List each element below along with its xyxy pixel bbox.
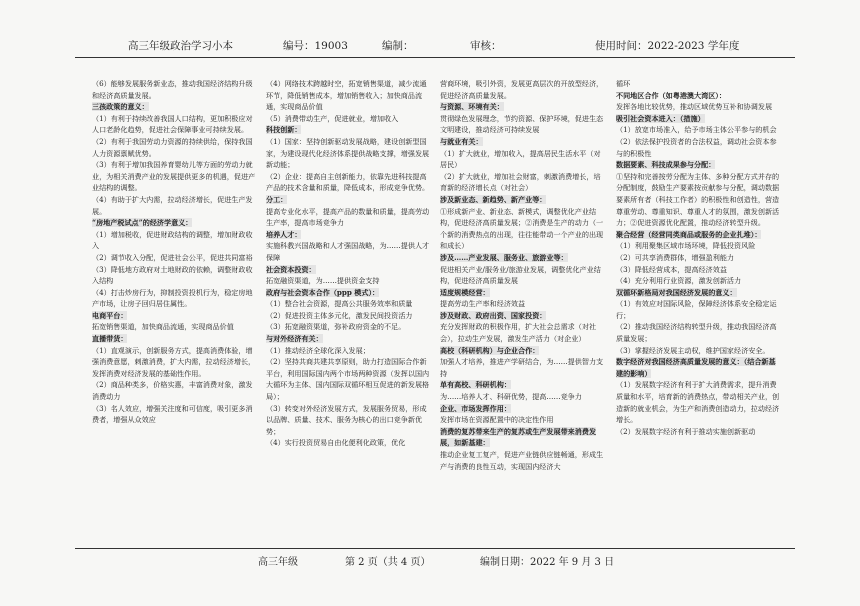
section-heading: 不同地区合作（如粤港澳大湾区）： [616, 90, 726, 100]
paragraph: （4）网络技术跨越时空，拓宽销售渠道，减少流通环节，降低销售成本，增加销售收入；加快商品流通，实现商品价值 [266, 79, 427, 112]
section-heading: 数据要素、科技成果参与分配： [616, 160, 716, 170]
content-columns [92, 78, 782, 546]
paragraph: （2）依法保护投资者的合法权益，调动社会资本参与的积极性 [616, 136, 777, 158]
paragraph: 循环 [616, 79, 631, 88]
reviewer-field: 审核： [470, 40, 502, 52]
paragraph: 发挥各地比较优势，推动区域优势互补和协调发展 [616, 102, 773, 112]
paragraph: （3）有利于增加我国养育婴幼儿等方面的劳动力就业，为相关消费产业的发展提供更多的机遇，促进产业结构的调整。 [92, 160, 256, 193]
paragraph: （4）实行投资贸易自由化便利化政策，优化 [266, 438, 406, 448]
paragraph: （2）商品种类多，价格实惠，丰富消费对象，激发消费动力 [92, 380, 253, 402]
column-3 [440, 78, 606, 546]
section-heading: 三孩政策的意义： [92, 102, 149, 112]
paragraph: 充分发挥财政的积极作用，扩大社会总需求（对社会），拉动生产发展，激发生产活力（对企业） [440, 322, 597, 344]
paragraph: （3）降低经营成本，提高经济效益 [616, 264, 727, 274]
paragraph: （2）坚持共商共建共享原则，助力打造国际合作新平台，利用国际国内两个市场两种资源（发挥以国内大循环为主体、国内国际双循环相互促进的新发展格局）； [266, 357, 430, 402]
paragraph: 贯彻绿色发展理念，节约资源、保护环境，促进生态文明建设，推动经济可持续发展 [440, 113, 604, 135]
paragraph: （3）转变对外经济发展方式，发展服务贸易，形成以品牌、质量、技术、服务为核心的出口竞争新优势； [266, 403, 427, 436]
section-heading: 与对外经济有关： [266, 334, 323, 344]
usage-period: 使用时间：2022-2023 学年度 [595, 40, 740, 52]
section-heading: 直播带货： [92, 334, 128, 344]
page-number: 第 2 页（共 4 页） [345, 557, 431, 568]
section-heading: 电商平台： [92, 310, 128, 320]
section-heading: 社会资本投资： [266, 264, 316, 274]
paragraph: （1）发展数字经济有利于扩大消费需求，提升消费质量和水平，培育新的消费热点，带动相关产业，创造新的就业机会，为生产和消费创造动力，拉动经济增长。 [616, 380, 780, 425]
paragraph: 发挥市场在资源配置中的决定性作用 [440, 415, 554, 425]
section-heading: 聚合经营（经营同类商品或服务的企业扎堆）： [616, 229, 762, 239]
paragraph: （6）能够发展服务新业态，推动我国经济结构升级和经济高质量发展。 [92, 79, 253, 100]
section-heading: 涉及新业态、新趋势、新产业等： [440, 194, 547, 204]
paragraph: 推动企业复工复产，促进产业链供应链畅通，形成生产与消费的良性互动，实现国内经济大 [440, 450, 604, 471]
section-heading: 高校（科研机构）与企业合作： [440, 345, 540, 355]
paragraph: （1）直观演示，创新服务方式，提高消费体验，增强消费意愿，刺激消费，扩大内需，拉动经济增长，发挥消费对经济发展的基础性作用。 [92, 345, 256, 378]
editor-field: 编制： [382, 40, 414, 52]
paragraph: （2）发展数字经济有利于推动实施创新驱动 [616, 426, 756, 436]
paragraph: （2）推动我国经济结构转型升级，推动我国经济高质量发展； [616, 322, 777, 344]
paragraph: （1）扩大就业，增加收入，提高居民生活水平（对居民） [440, 148, 601, 170]
section-heading: 数字经济对我国经济高质量发展的意义：（结合新基建的影响） [616, 357, 776, 378]
column-1 [92, 78, 258, 546]
paragraph: （1）增加税收，促进财政结构的调整，增加财政收入 [92, 229, 253, 251]
paragraph: 为……培养人才、科研优势，提高……竞争力 [440, 392, 582, 402]
paragraph: （1）利用聚集区域市场环境，降低投资风险 [616, 241, 756, 251]
section-heading: 适度规模经营： [440, 287, 490, 297]
section-heading: 与资源、环境有关： [440, 102, 504, 112]
section-heading: 单有高校、科研机构： [440, 380, 511, 390]
serial-number: 编号：19003 [283, 40, 348, 52]
compile-date: 编制日期：2022 年 9 月 3 日 [480, 557, 615, 568]
paragraph: （2）促进投资主体多元化，激发民间投资活力 [266, 310, 413, 320]
paragraph: 营商环境，吸引外资，发展更高层次的开放型经济，促进经济高质量发展。 [440, 79, 604, 100]
paragraph: （1）放宽市场准入，给予市场主体公平参与的机会 [616, 125, 777, 135]
section-heading: 与就业有关： [440, 136, 483, 146]
footer-grade: 高三年级 [258, 557, 298, 568]
paragraph: （1）有效应对国际风险，保障经济体系安全稳定运行； [616, 299, 777, 320]
section-heading: 分工： [266, 194, 288, 204]
paragraph: （2）调节收入分配，促进社会公平，促进共同富裕 [92, 252, 253, 262]
paragraph: （2）企业：提高自主创新能力，依靠先进科技提高产品的技术含量和质量，降低成本，形成竞争优势。 [266, 171, 430, 193]
paragraph: （4）打击炒房行为，抑制投资投机行为，稳定房地产市场，让房子回归居住属性。 [92, 287, 253, 309]
paragraph: （5）消费带动生产，促进就业，增加收入 [266, 113, 399, 123]
paragraph: 提高劳动生产率和经济效益 [440, 299, 526, 309]
paragraph: （3）名人效应，增强关注度和可信度，吸引更多消费者，增强从众效应 [92, 403, 253, 425]
paragraph: （2）扩大就业，增加社会财富，刺激消费增长，培育新的经济增长点（对社会） [440, 171, 601, 193]
paragraph: （1）推动经济全球化深入发展； [266, 345, 370, 355]
section-heading: 双循环新格局对我国经济发展的意义： [616, 287, 737, 297]
header-rule [75, 57, 795, 58]
section-heading: 企业、市场发挥作用： [440, 403, 511, 413]
paragraph: （2）可共享消费群体，增强盈利能力 [616, 252, 735, 262]
paragraph: 加强人才培养，推进产学研结合，为……提供智力支持 [440, 357, 604, 378]
paragraph: ①坚持和完善按劳分配为主体、多种分配方式并存的分配制度，鼓励生产要素按贡献参与分配，调动数据要素所有者（科技工作者）的积极性和创造性，营造尊重劳动、尊重知识、尊重人才的氛围，激发创新活力；②促进资源优化配置，推动经济转型升级。 [616, 171, 780, 228]
paragraph: 拓宽销售渠道，加快商品流通，实现商品价值 [92, 322, 234, 332]
section-heading: 消费的复苏带来生产的复苏或生产发展带来消费发展，如新基建： [440, 426, 597, 448]
column-4 [616, 78, 782, 546]
section-heading: 培养人才： [266, 229, 302, 239]
paragraph: 实施科教兴国战略和人才强国战略，为……提供人才保障 [266, 241, 430, 262]
paragraph: （2）有利于我国劳动力资源的持续供给，保持我国人力资源禀赋优势。 [92, 136, 253, 158]
paragraph: （3）拓宽融资渠道，弥补政府资金的不足。 [266, 322, 406, 332]
section-heading: 涉及财政、政府出资、国家投资： [440, 310, 547, 320]
section-heading: 政府与社会资本合作（ppp 模式）： [266, 287, 380, 297]
column-2 [266, 78, 432, 546]
paragraph: 提高专业化水平，提高产品的数量和质量，提高劳动生产率，提高市场竞争力 [266, 206, 430, 228]
paragraph: （3）掌握经济发展主动权，维护国家经济安全。 [616, 345, 770, 355]
paragraph: （3）降低地方政府对土地财政的依赖，调整财政收入结构 [92, 264, 253, 286]
paragraph: 促进相关产业/服务业/旅游业发展，调整优化产业结构，促进经济高质量发展 [440, 264, 601, 286]
section-heading: 涉及……产业发展、服务业、旅游业等： [440, 252, 568, 262]
paragraph: （4）有助于扩大内需，拉动经济增长，促进生产发展。 [92, 194, 253, 216]
page-header [0, 34, 860, 54]
paragraph: （4）充分利用行业资源，激发创新活力 [616, 276, 742, 286]
section-heading: 吸引社会资本进入：（措施） [616, 113, 705, 123]
document-title: 高三年级政治学习小本 [128, 40, 233, 52]
section-heading: “房地产税试点”的经济学意义： [92, 218, 193, 228]
paragraph: （1）国家：坚持创新驱动发展战略，建设创新型国家，为建设现代化经济体系提供战略支撑，增强发展新动能； [266, 136, 430, 170]
footer-rule [75, 548, 795, 549]
paragraph: ①形成新产业、新业态、新模式，调整优化产业结构，促进经济高质量发展；②消费是生产的动力（一个新的消费热点的出现，往往能带动一个产业的出现和成长） [440, 206, 604, 251]
paragraph: （1）有利于持续改善我国人口结构，更加积极应对人口老龄化趋势，促进社会保障事业可持续发展。 [92, 113, 253, 135]
section-heading: 科技创新： [266, 125, 302, 135]
paragraph: （1）整合社会资源，提高公共服务效率和质量 [266, 299, 413, 309]
paragraph: 拓宽融资渠道，为……提供资金支持 [266, 276, 380, 286]
